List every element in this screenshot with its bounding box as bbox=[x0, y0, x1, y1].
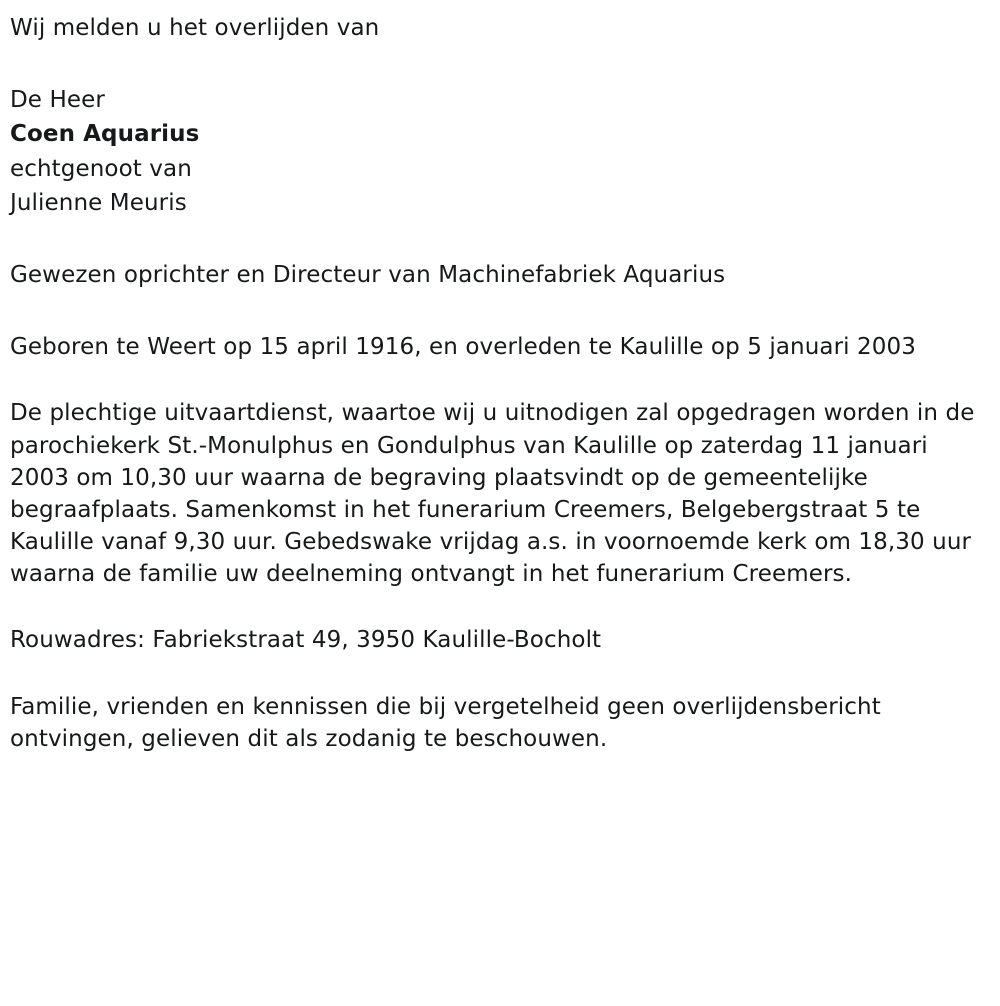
occupation-line: Gewezen oprichter en Directeur van Machinefabriek Aquarius bbox=[10, 261, 726, 288]
spacer bbox=[10, 44, 978, 84]
relation-label: echtgenoot van bbox=[10, 155, 192, 182]
spacer bbox=[10, 363, 978, 397]
spouse-name: Julienne Meuris bbox=[10, 189, 187, 216]
spacer bbox=[10, 590, 978, 624]
deceased-name: Coen Aquarius bbox=[10, 121, 200, 148]
birth-death-line: Geboren te Weert op 15 april 1916, en overleden te Kaulille op 5 januari 2003 bbox=[10, 334, 916, 361]
closing-note-paragraph: Familie, vrienden en kennissen die bij vergetelheid geen overlijdensbericht ontvingen, gelieven dit als zodanig te beschouwen. bbox=[10, 693, 881, 752]
announcement-line: Wij melden u het overlijden van bbox=[10, 15, 380, 41]
mourning-address-line: Rouwadres: Fabriekstraat 49, 3950 Kaulille-Bocholt bbox=[10, 627, 602, 654]
spacer bbox=[10, 219, 978, 259]
service-details-paragraph: De plechtige uitvaartdienst, waartoe wij u uitnodigen zal opgedragen worden in de parochiekerk St.-Monulphus en Gondulphus van Kaulille op zaterdag 11 januari 2003 om 10,30 uur waarna de begraving plaatsvindt op de gemeentelijke begraafplaats. Samenkomst in het funerarium Creemers, Belgebergstraat 5 te Kaulille vanaf 9,30 uur. Gebedswake vrijdag a.s. in voornoemde kerk om 18,30 uur waarna de familie uw deelneming ontvangt in het funerarium Creemers. bbox=[10, 400, 975, 588]
spacer bbox=[10, 291, 978, 331]
salutation-line: De Heer bbox=[10, 87, 105, 114]
spacer bbox=[10, 657, 978, 691]
